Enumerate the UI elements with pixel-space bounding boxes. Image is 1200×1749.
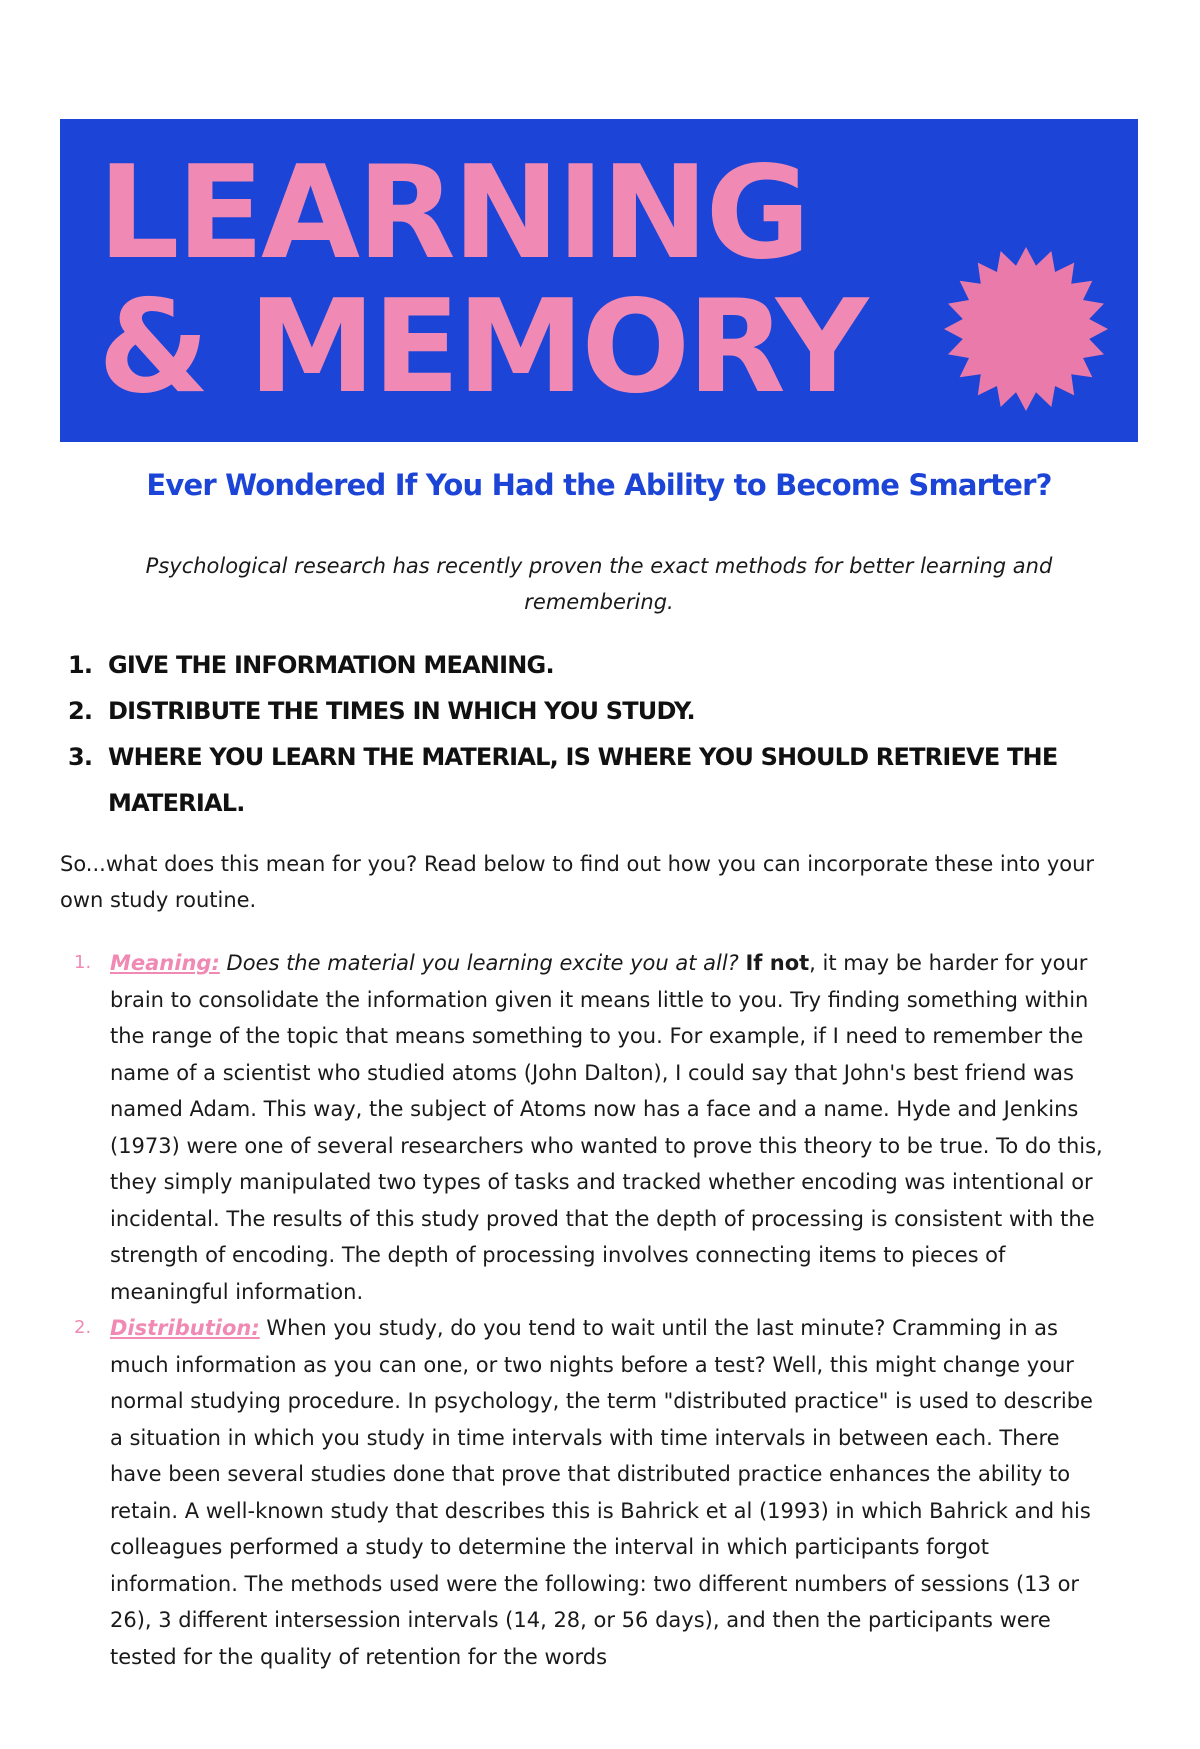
title-banner <box>60 119 1138 442</box>
principle-text: GIVE THE INFORMATION MEANING. <box>108 651 554 679</box>
banner-title <box>98 139 866 422</box>
principle-text: WHERE YOU LEARN THE MATERIAL, IS WHERE YOU SHOULD RETRIEVE THE MATERIAL. <box>108 743 1058 817</box>
principle-item <box>60 734 1138 826</box>
page-subtitle: Ever Wondered If You Had the Ability to Become Smarter? <box>146 468 1052 502</box>
detail-question: Does the material you learning excite you at all? <box>219 951 746 975</box>
principles-list <box>60 642 1138 826</box>
detail-body: , it may be harder for your brain to consolidate the information given it means little to you. Try finding something within the range of the topic that means something to you. For example, if I need to remember the name of a scientist who studied atoms (John Dalton), I could say that John's best friend was named Adam. This way, the subject of Atoms now has a face and a name. Hyde and Jenkins (1973) were one of several researchers who wanted to prove this theory to be true. To do this, they simply manipulated two types of tasks and tracked whether encoding was intentional or incidental. The results of this study proved that the depth of processing is consistent with the strength of encoding. The depth of processing involves connecting items to pieces of meaningful information. <box>110 951 1103 1304</box>
detail-emphasis: If not <box>745 951 810 975</box>
principle-item <box>60 642 1138 688</box>
banner-title-line-2: & MEMORY <box>98 273 866 422</box>
principle-number: 1. <box>68 651 93 679</box>
details-list <box>60 945 1138 1675</box>
banner-title-line-1: LEARNING <box>98 139 808 288</box>
principle-number: 2. <box>68 697 93 725</box>
detail-item-distribution <box>60 1310 1110 1675</box>
detail-term: Distribution: <box>110 1316 260 1340</box>
lead-paragraph: So...what does this mean for you? Read below to find out how you can incorporate these into your own study routine. <box>60 852 1095 912</box>
detail-number: 2. <box>74 1317 92 1338</box>
detail-item-meaning <box>60 945 1110 1310</box>
detail-term: Meaning: <box>110 951 220 975</box>
principle-number: 3. <box>68 743 93 771</box>
starburst-icon <box>942 245 1110 413</box>
intro-text: Psychological research has recently proven the exact methods for better learning and remembering. <box>145 554 1053 614</box>
principle-text: DISTRIBUTE THE TIMES IN WHICH YOU STUDY. <box>108 697 695 725</box>
detail-body: When you study, do you tend to wait until the last minute? Cramming in as much information as you can one, or two nights before a test? Well, this might change your normal studying procedure. In psychology, the term "distributed practice" is used to describe a situation in which you study in time intervals with time intervals in between each. There have been several studies done that prove that distributed practice enhances the ability to retain. A well-known study that describes this is Bahrick et al (1993) in which Bahrick and his colleagues performed a study to determine the interval in which participants forgot information. The methods used were the following: two different numbers of sessions (13 or 26), 3 different intersession intervals (14, 28, or 56 days), and then the participants were tested for the quality of retention for the words <box>110 1316 1093 1669</box>
detail-number: 1. <box>74 952 92 973</box>
principle-item <box>60 688 1138 734</box>
